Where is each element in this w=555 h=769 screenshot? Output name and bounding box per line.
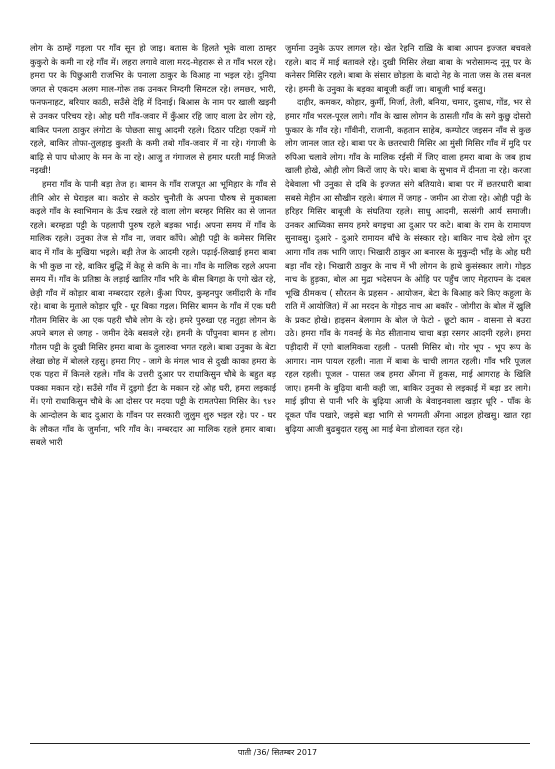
right-paragraph-2: दाहीर, कमकर, कोहार, कुर्मी, मिर्जा, तेली, बनिया, चमार, दुसाध, गोंड, भर से हमार गाँव भरल-पूरल लागे। गाँव के खास लोगन के ठासती गाँव के सगे कुछु दोसरो फुकार के गाँव रहे। गाँवीनी, राजानी, कहतान साहेब, कम्पोटर जइसन नाँव से कुछ लोग जानल जात रहे। बाबा पर के छतरधारी मिसिर आ मुंसी मिसिर गाँव में मुदि पर रुपिआ चलावे लोग। गाँव के मालिक रईसी में जिए वाला हमरा बाबा के जब हाथ खाली होखे, ओही लोग किरों जाए के परे। बाबा के सुभाव में दीनता ना रहे। करजा देबेवाला भी उनुका से दबि के इज्जत संगे बतियावे। बाबा पर में छतरधारी बाबा सबसे मेहीन आ सौखीन रहले। बंगाल में जगह - जमीन आ रोजा रहे। ओही पट्टी के हरिहर मिसिर बाबूजी के संघतिया रहले। साधु आदमी, सत्संगी आर्य समाजी। उनकर आध्यिका समय हमरे बगइचा आ दुआर पर कटे। बाबा के राम के रामायण सुनावसु। दुआरे - दुआरे रामायन बाँचे के संस्कार रहे। बाकिर नाच देखे लोग दूर आगा गाँव तक भागि जाए। भिखारी ठाकुर आ बनारस के मुकुन्दी भाँड़ के ओह घरी बड़ा नाँव रहे। भिखारी ठाकुर के नाच में भी लोगन के हाथे कुसंस्कार लागे। गोइठ नाच के हुड़का, बोल आ मुद्रा भदेसपन के ओहि पर पहुँच जाए मेहराफ्न के दबल भूखि ठीमकच ( सौरतन के प्रहसन - आयोजन, बेटा के बिआह करे किए कहुला के राति में आयोजित) में आ मरदन के गोइठ नाच आ बकॉर - जोगीरा के बोल में ख्रुलि के प्रकट होखे। हाइसन बेलगाम के बोल जे फेटो - छूटो काम - वासना से बउरा उठे। हमरा गाँव के गवनई के मेठ सीतानाथ चाचा बड़ा रसगर आदमी रहले। हमरा पड़ीदारी में एगो बालमिकवा रहली - पतसी मिसिर बो। गोर भूप - भूप रूप के आगार। नाम पायल रहली। नाता में बाबा के चाची लागत रहली। गाँव भरि पूजल रहल रहली। पूजल - पासत जब हमरा अँगना में हुकस, माई आगराह के खिलि जाए। हमनी के बुढ़िया बानी कही जा, बाकिर उनुका से लइकाई में बड़ा डर लागे। माई झीपा से पानी भरि के बुढ़िया आजी के बेवाइनवाला खड़ार धूरि - पाँक के दूकत पाँव पखारे, जइसे बड़ा भागि से भगमती अँगना आइल होखसु। खात रहा बुढ़िया आजी बुढबुदात रहसु आ माई बेना डोलावत रहत रहे। [285,97,531,434]
right-column [285,42,531,436]
right-paragraph-1: जुर्माना उनुके ऊपर लागल रहे। खेत रेहनि राख़ि के बाबा आपन इज्जत बचवले रहले। बाद में माई बतावले रहे। दुखी मिसिर लेखा बाबा के भरोसामन्द नूनू पर के कनेसर मिसिर रहले। बाबा के संसार छोड़ला के बादो नेह के नाता जस के तस बनल रहे। हमनी के उनुका के बड़का बाबूजी कहीं जा। बाबूजी भाई बसतु। [285,43,532,94]
left-column [30,42,276,450]
left-paragraph-1: लोग के ठाम्हें गड़ला पर गाँव सून हो जाइ। बतास के हिलते भूके वाला ठाम्हर कुकुरो के कमी ना रहे गाँव में। लहरा लगावे वाला मरद-मेहरारू से त गाँव भरल रहे। हमरा पर के पिछुआरी राजभिर के पनाला ठाकुर के विआह ना भइल रहे। दुनिया जगत से एकदम अलग माल-गोरू तक उनकर निम्दगी सिमटल रहे। लमछर, भारी, फनफनाहट, बरियार काठी, सउँसे देहि में दिनाई। बिआस के नाम पर खाली खइनी से उनकर परिचय रहे। ओह घरी गाँव-जवार में कुँआर रहि जाए वाला ढेर लोग रहे, बाकिर पनला ठाकुर लंगोटा के पोछता साधु आदमी रहले। दिठार पटिहा एकमें गो रहले, बाकिर तोफा-तुलहाइ कुश्ती के कमी तबो गाँव-जवार में ना रहे। गंगाजी के बाढ़ि से पाप धोआए के मन के ना रहे। आजु त गंगाजल से हमार धरती माई मिजते नइखी! [30,43,276,176]
footer-divider [30,743,530,744]
page-footer: पाती /36/ सितम्बर 2017 [237,748,318,757]
left-paragraph-2: हमरा गाँव के पानी बड़ा तेज ह। बामन के गाँव राजपूत आ भूमिहार के गाँव से तीनि ओर से घेराइल बा। कठोर से कठोर चुनौती के अपना पौरुष से मुकाबला कइले गाँव के स्वाभिमान के ऊँच रखले रहे वाला लोग बरम्हर मिसिर का से जानत रहले। बरम्हडा पट्टी के पहलापी पुरुष रहले बड़का भाई। अपना समय में गाँव के मालिक रहले। उनुका तेज से गाँव ना, जवार काँपे। ओही पट्टी के कमेसर मिसिर बाद में गाँव के मुखिया भइले। बड़ी तेज के आदमी रहले। पढ़ाई-लिखाई हमरा बाबा के भी कुछ ना रहे, बाकिर बुद्धि में केहू से कमि के ना। गाँव के मालिक रहले अपना समय में। गाँव के प्रतिष्ठा के लड़ाई खातिर गाँव भरि के बीस बिगहा के एगो खेत रहे, छेड़ी गाँव में कोड़ार बाबा नम्बरदार रहले। कुँआ पिपर, कुम्हनपुर जमींदारी के गाँव रहे। बाबा के मुताले कोड़ार धूरि - धूर बिका गइल। मिसिर बामन के गाँव में एक घरी गौतम मिसिर के आ एक पहरी चौबे लोग के रहे। हमरे पुरुखा एह नतुहा लोगन के अपने बगल से जगह - जमीन देके बसवले रहे। हमनी के पाँपुनवा बामन ह लोग। गौतम पट्टी के दुखी मिसिर हमरा बाबा के दुलारुवा भगत रहले। बाबा उनुका के बेटा लेखा छोह में बोलले रहसु। हमरा गिए - जागे के मंगल भाव से दुखी काका हमरा के एक पहरा में किनले रहले। गाँव के उत्तरी दुआर पर राधाकिसुन चौबे के बहुत बड़ पक्का मकान रहे। सउँसे गाँव में दुइगो ईंटा के मकान रहे ओह घरी, हमरा लइकाई में। एगो राधाकिसुन चौबे के आ दोसर पर मदया पट्टी के रामतपेसा मिसिर के। ९४२ के आन्दोलन के बाद दुआरा के गाँवन पर सरकारी जुलुम शुरु भइल रहे। पर - घर के लौकत गाँव के जुर्माना, भरि गाँव के। नम्बरदार आ मालिक रहले हमार बाबा। सबले भारी [30,178,276,448]
